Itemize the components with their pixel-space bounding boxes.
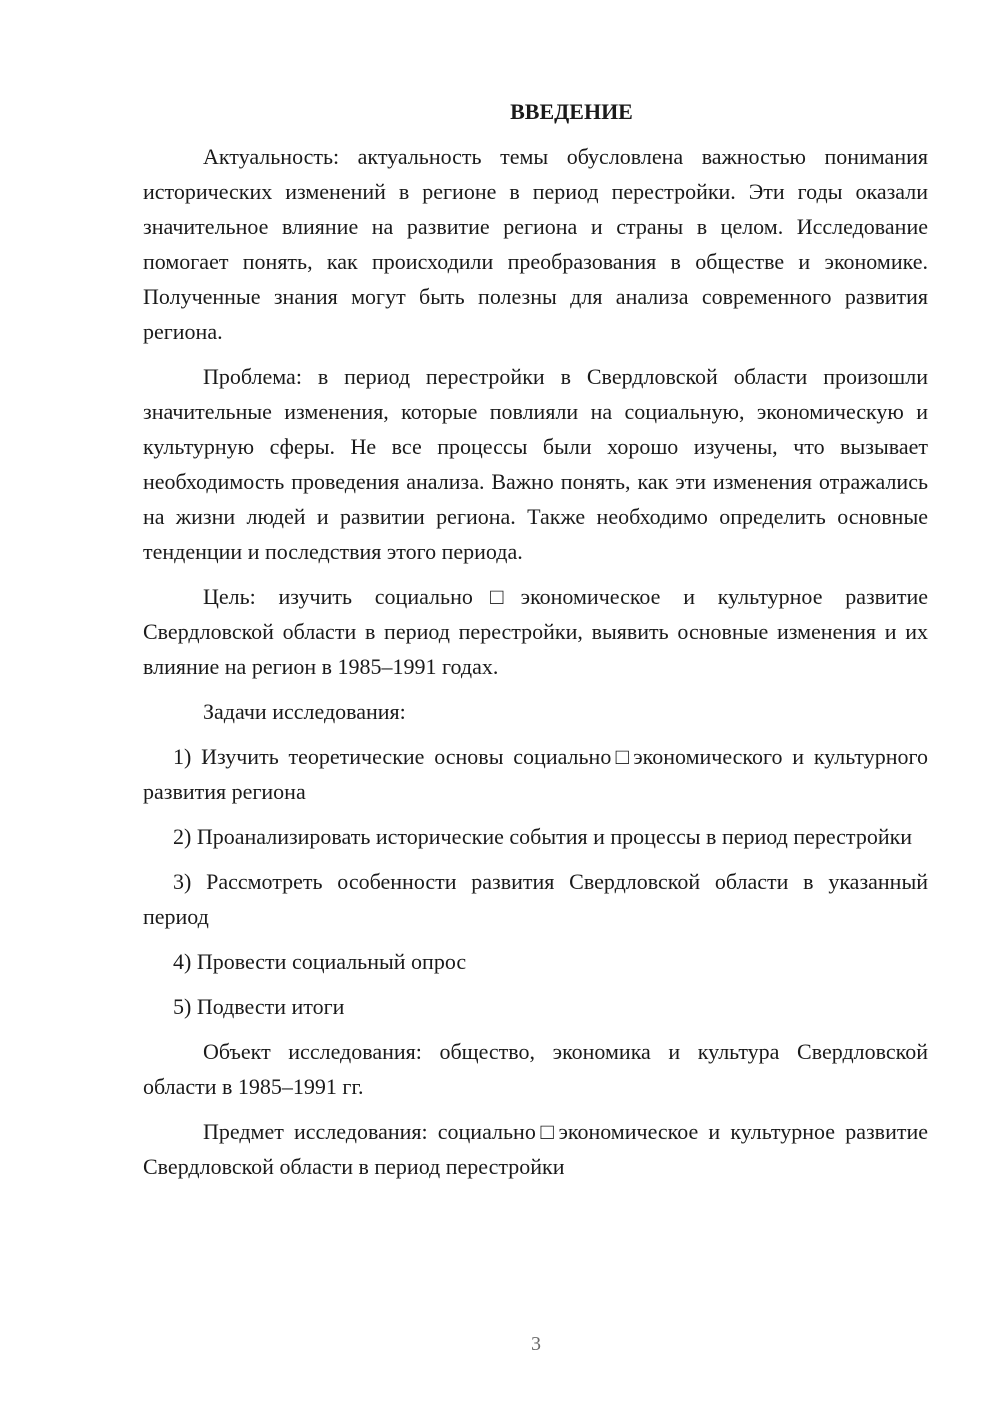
- page-number: 3: [531, 1333, 541, 1355]
- subject-paragraph: Предмет исследования: социально□экономическое и культурное развитие Свердловской области в период перестройки: [143, 1119, 928, 1179]
- goal-paragraph: Цель: изучить социально□экономическое и культурное развитие Свердловской области в период перестройки, выявить основные изменения и их влияние на регион в 1985–1991 годах.: [143, 584, 928, 679]
- relevance-paragraph: Актуальность: актуальность темы обусловлена важностью понимания исторических изменений в регионе в период перестройки. Эти годы оказали значительное влияние на развитие региона и страны в целом. Исследование помогает понять, как происходили преобразования в обществе и экономике. Полученные знания могут быть полезны для анализа современного развития региона.: [143, 144, 928, 344]
- task-item-2: 2) Проанализировать исторические события и процессы в период перестройки: [173, 824, 913, 849]
- problem-paragraph: Проблема: в период перестройки в Свердловской области произошли значительные изменения, которые повлияли на социальную, экономическую и культурную сферы. Не все процессы были хорошо изучены, что вызывает необходимость проведения анализа. Важно понять, как эти изменения отражались на жизни людей и развитии региона. Также необходимо определить основные тенденции и последствия этого периода.: [143, 364, 928, 564]
- page-title: ВВЕДЕНИЕ: [510, 99, 633, 124]
- object-paragraph: Объект исследования: общество, экономика и культура Свердловской области в 1985–1991 гг.: [143, 1039, 928, 1099]
- tasks-heading: Задачи исследования:: [203, 699, 406, 724]
- document-page: [143, 94, 928, 1194]
- task-item-5: 5) Подвести итоги: [173, 994, 345, 1019]
- task-item-3: 3) Рассмотреть особенности развития Свердловской области в указанный период: [143, 869, 928, 929]
- task-item-4: 4) Провести социальный опрос: [173, 949, 467, 974]
- task-item-1: 1) Изучить теоретические основы социально□экономического и культурного развития региона: [143, 744, 928, 804]
